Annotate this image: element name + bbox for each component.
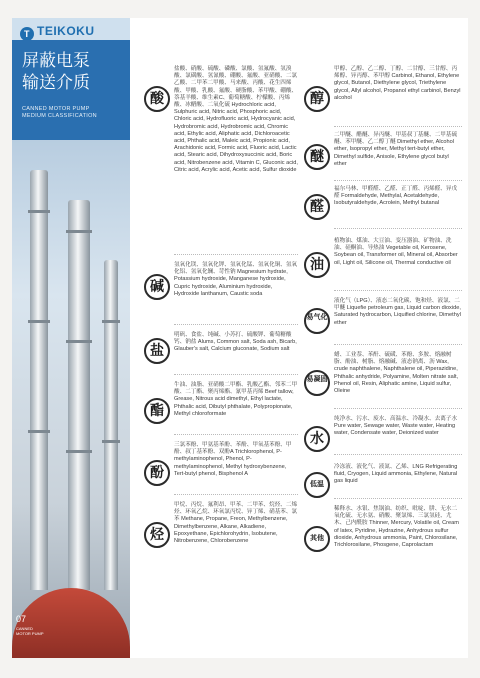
title-line-1: 屏蔽电泵 (22, 51, 90, 71)
page-title (22, 50, 90, 94)
storage-tank-image (12, 588, 130, 658)
subtitle-line-1: CANNED MOTOR PUMP (22, 106, 90, 112)
category-seal-aldehyde: 醛 (304, 194, 330, 220)
subtitle-line-2: MEDIUM CLASSIFICATION (22, 113, 97, 119)
category-seal-cryogenic: 低温 (304, 472, 330, 498)
divider (174, 434, 298, 435)
medium-classification (138, 18, 468, 658)
category-seal-alkali: 碱 (144, 274, 170, 300)
distillation-tower-image (104, 260, 118, 590)
category-seal-acid: 酸 (144, 86, 170, 112)
page-footer (16, 626, 43, 636)
category-seal-gasifiable: 易气化 (304, 308, 330, 334)
category-text-alkali: 氢氧化镁、氢氧化钾、氢氧化锰、氢氧化铜、氢氧化铝、氢氧化镧、苛性钠 Magnesium hydrate, Potassium hydroxide, Manganese hydroxide, Cupric hydroxide, Aluminium hydroxide, Hydroxide lanthanum, Caustic soda (174, 262, 298, 297)
divider (334, 228, 462, 229)
distillation-tower-image (68, 200, 90, 590)
divider (334, 454, 462, 455)
category-text-salt: 明矾、食盐、纯碱、小苏打、硫酸钾、葡萄糖酸钙、钠盐 Alums, Common salt, Soda ash, Bicarb, Glauber's salt, Calcium gluconate, Sodium salt (174, 332, 297, 353)
category-seal-solidifiable: 易凝固 (304, 370, 330, 396)
category-text-gasifiable: 液化气（LPG）、液态二氧化碳、饱和烃、液氯、二甲醚 Liquefie petroleum gas, Liquid carbon dioxide, Saturated hydrocarbon, Liquified chlorine, Dimethyl ether (334, 298, 461, 326)
footer-line-1: CANNED (16, 626, 33, 631)
divider (334, 180, 462, 181)
divider (334, 126, 462, 127)
category-text-cryogenic: 冷冻液、液化气、液氮、乙烯、LNG Refrigerating fluid, Cryogen, Liquid ammonia, Ethylene, Natural gas liquid (334, 464, 458, 485)
category-text-phenol: 三氯苯酚、甲氨基苯酚、苯酚、甲氧基苯酚、甲酚、叔丁基苯酚、双酚A Trichlorophenol, P-methylaminophenol, Phenol, P-methylaminophenol, Methyl hydroxybenzene, Tert-butyl phenol, Bisphenol A (174, 442, 292, 477)
category-seal-hydrocarbon: 烃 (144, 522, 170, 548)
category-seal-phenol: 酚 (144, 460, 170, 486)
page-number: 07 (16, 614, 27, 624)
divider (174, 374, 298, 375)
divider (334, 290, 462, 291)
brand-logo (20, 24, 95, 41)
title-line-2: 输送介质 (22, 73, 90, 93)
divider (174, 494, 298, 495)
category-text-ether: 二甲醚、醋醚、异丙醚、甲基叔丁基醚、二甲基硫醚、苯甲醚、乙二醇丁醚 Dimethyl ether, Alcohol ether, Isopropyl ether, Methyl tert-butyl ether, Dimethyl sulfide, Anisole, Ethylene glycol butyl ether (334, 132, 458, 167)
category-seal-other: 其他 (304, 526, 330, 552)
category-text-hydrocarbon: 甲烷、丙烷、氟利昂、甲苯、二甲苯、烷烃、二烯烃、环氧乙烷、环氧氯丙烷、异丁烯、硝基苯、氯苯 Methane, Propane, Freon, Methylbenzene, Dimethylbenzene, Alkane, Alkadiene, Epoxyethane, Epichlorohydrin, Isobutene, Nitrobenzene, Chlorobenzene (174, 502, 298, 545)
page (12, 18, 468, 658)
divider (174, 324, 298, 325)
plant-photo (12, 140, 130, 658)
left-banner (12, 18, 130, 658)
divider (334, 498, 462, 499)
distillation-tower-image (30, 170, 48, 590)
category-seal-ether: 醚 (304, 144, 330, 170)
divider (334, 408, 462, 409)
category-seal-oil: 油 (304, 252, 330, 278)
footer-line-2: MOTOR PUMP (16, 631, 44, 636)
category-text-water: 纯净水、污水、废水、高温水、冷凝水、去离子水 Pure water, Sewage water, Waste water, Heating water, Condensate water, Deionized water (334, 416, 458, 437)
divider (174, 254, 298, 255)
category-text-acid: 盐酸、硝酸、硫酸、磷酸、氯酸、氢氟酸、氢溴酸、氯磺酸、氢氰酸、硼酸、氟酸、亚硝酸、二氯乙酸、二甲苯二甲酸、马来酸、丙酸、花生四烯酸、甲酸、乳酸、氟酸、硬脂酸、苯甲酸、硼酸、萘基羊酸、维生素C、葡萄糖酸、柠檬酸、丙烯酸、冰醋酸、二氧化硫 Hydrochloric acid, Sulphuric acid, Nitric acid, Phosphoric acid, Chloric acid, Hydrofluoric acid, Hydrocyanic acid, Hydrobromic acid, Hydrobromic acid, Chromic acid, Ethylic acid, Aliphatic acid, Dichloroacetic acid, Phthalic acid, Maleic acid, Propionic acid, Arachidonic acid, Formic acid, Fluoric acid, Lactic acid, Stearic acid, Dihydroxysuccinic acid, Boric acid, Nitrobenzene acid, Vitamin C, Gluconic acid, Citric acid, Acrylic acid, Acetic acid, Sulfur dioxide (174, 66, 298, 173)
teikoku-logo-icon: T (20, 27, 34, 41)
divider (334, 344, 462, 345)
category-text-alcohol: 甲醇、乙醇、乙二醇、丁醇、二甘醇、三甘醇、丙烯醇、异丙醇、苯甲醇 Carbinol, Ethanol, Ethylene glycol, Butanol, Diethylene glycol, Triethylene glycol, Allyl alcohol, Propanol ethyl carbinol, Benzyl alcohol (334, 66, 461, 101)
category-text-other: 稀释水、水银、焦锅油、纺织、吡啶、肼、无水二氧化硫、无水氨、硝酸、聚氯烯、三氯氢硅、尤木、己内酰胺 Thinner, Mercury, Volatile oil, Cream of latex, Pyridine, Hydrazine, Anhydrous sulfur dioxide, Anhydrous ammonia, Paint, Chlorosilane, Trichlorosilane, Phosgene, Caprolactam (334, 506, 459, 549)
category-text-solidifiable: 蜡、工业萘、苯酐、硫磺、苯酚、多胺、熔融树脂、酚油、树脂、熔融碱、液态钠离、沥 Wax, crude naphthalene, Naphthalene oil, Piperazidine, Phthalic anhydride, Polyamine, Molten nitrate salt, Phenol oil, Resin, Aliphatic amine, Liquid sulfur, Oleine (334, 352, 459, 395)
category-seal-ester: 酯 (144, 398, 170, 424)
brand-name: TEIKOKU (37, 24, 95, 38)
page-subtitle (22, 106, 122, 120)
category-seal-alcohol: 醇 (304, 86, 330, 112)
category-text-ester: 牛油、油脂、亚硝酸二甲酯、乳酸乙酯、邻苯二甲酸、二丁酯、聚丙烯酯、氰甲基丙烯 Beef tallow, Grease, Nitrous acid dimethyl, Ethyl lactate, Phthalic acid, Dibutyl phthalate, Polypropionate, Methyl chloroformate (174, 382, 298, 417)
category-text-oil: 植物油、煤油、大豆油、变压器油、矿物油、洗油、硅酮油、导热油 Vegetable oil, Kerosene, Soybean oil, Transformer oil, Mineral oil, Absorber oil, Light oil, Silicone oil, Thermal conductive oil (334, 238, 458, 266)
category-text-aldehyde: 福尔马林、甲醛醛、乙醛、正丁醛、丙烯醛、异戊醛 Formaldehyde, Methylal, Acetaldehyde, Isobutyraldehyde, Acrolein, Methyl butanal (334, 186, 458, 207)
category-seal-salt: 盐 (144, 338, 170, 364)
category-seal-water: 水 (304, 426, 330, 452)
